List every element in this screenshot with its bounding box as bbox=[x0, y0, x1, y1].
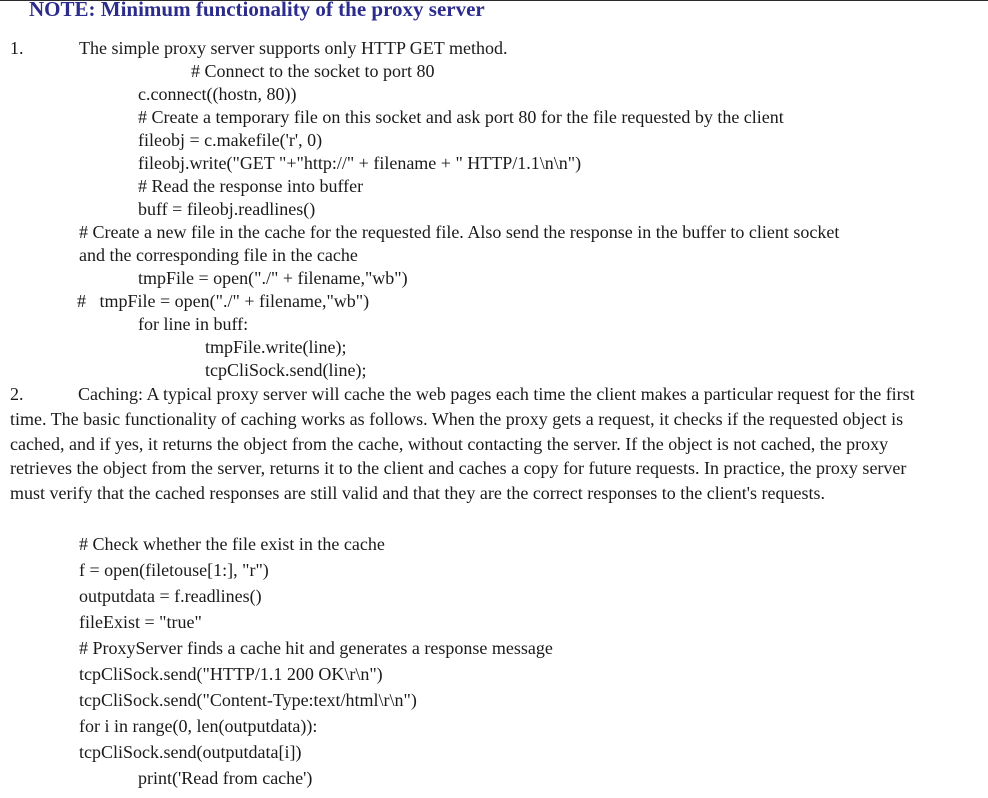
code-line: # Create a temporary file on this socket and ask port 80 for the file requested by the client bbox=[138, 107, 784, 127]
code-line: # ProxyServer finds a cache hit and generates a response message bbox=[79, 638, 553, 658]
code-line: tmpFile = open("./" + filename,"wb") bbox=[138, 268, 408, 288]
code-line: # Check whether the file exist in the cache bbox=[79, 534, 385, 554]
caching-paragraph bbox=[10, 382, 940, 506]
code-line: tcpCliSock.send("Content-Type:text/html\r\n") bbox=[79, 690, 417, 710]
code-line: tcpCliSock.send(line); bbox=[205, 360, 367, 380]
code-line: tcpCliSock.send(outputdata[i]) bbox=[79, 742, 302, 762]
code-line: fileobj = c.makefile('r', 0) bbox=[138, 130, 323, 150]
code-line: # tmpFile = open("./" + filename,"wb") bbox=[77, 291, 370, 311]
section1-heading: The simple proxy server supports only HTTP GET method. bbox=[79, 38, 508, 58]
code-line: buff = fileobj.readlines() bbox=[138, 199, 316, 219]
section2-text: Caching: A typical proxy server will cache the web pages each time the client makes a particular request for the first time. The basic functionality of caching works as follows. When the proxy gets a request, it checks if the requested object is cached, and if yes, it returns the object from the cache, without contacting the server. If the object is not cached, the proxy retrieves the object from the server, returns it to the client and caches a copy for future requests. In practice, the proxy server must verify that the cached responses are still valid and that they are the correct responses to the client's requests. bbox=[10, 384, 915, 504]
code-line: c.connect((hostn, 80)) bbox=[138, 84, 297, 104]
code-line: tcpCliSock.send("HTTP/1.1 200 OK\r\n") bbox=[79, 664, 383, 684]
code-line: for i in range(0, len(outputdata)): bbox=[79, 716, 318, 736]
code-line: # Read the response into buffer bbox=[138, 176, 364, 196]
code-line: print('Read from cache') bbox=[138, 768, 313, 788]
code-line: # Create a new file in the cache for the requested file. Also send the response in the buffer to client socket bbox=[79, 222, 840, 242]
code-line: outputdata = f.readlines() bbox=[79, 586, 262, 606]
code-line: for line in buff: bbox=[138, 314, 249, 334]
code-line: fileobj.write("GET "+"http://" + filename + " HTTP/1.1\n\n") bbox=[138, 153, 582, 173]
code-line: # Connect to the socket to port 80 bbox=[191, 61, 435, 81]
section1-number: 1. bbox=[10, 38, 24, 58]
code-line: tmpFile.write(line); bbox=[205, 337, 347, 357]
code-line: and the corresponding file in the cache bbox=[79, 245, 358, 265]
page-title: NOTE: Minimum functionality of the proxy server bbox=[29, 0, 485, 21]
code-line: f = open(filetouse[1:], "r") bbox=[79, 560, 269, 580]
section2-number: 2. bbox=[10, 384, 24, 404]
code-line: fileExist = "true" bbox=[79, 612, 202, 632]
